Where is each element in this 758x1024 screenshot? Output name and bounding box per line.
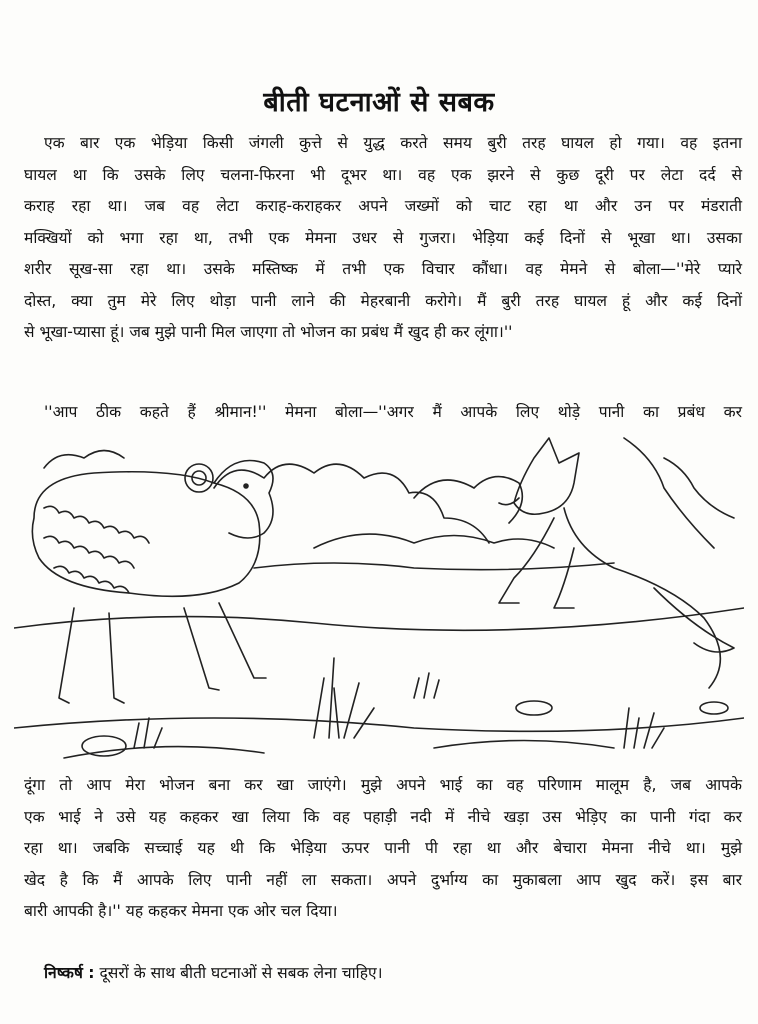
text-line: रहा था। जबकि सच्चाई यह थी कि भेड़िया ऊपर पानी पी रहा था और बेचारा मेमना नीचे था। मुझे	[24, 839, 742, 857]
grass	[414, 673, 439, 698]
text-line: से भूखा-प्यासा हूं। जब मुझे पानी मिल जाएगा तो भोजन का प्रबंध मैं खुद ही कर लूंगा।''	[24, 323, 513, 341]
moral-label: निष्कर्ष :	[44, 964, 95, 982]
text-line: बारी आपकी है।'' यह कहकर मेमना एक ओर चल दिया।	[24, 902, 338, 920]
hill	[314, 534, 554, 548]
paragraph-2	[24, 397, 742, 429]
text-line: ''आप ठीक कहते हैं श्रीमान!'' मेमना बोला—''अगर मैं आपके लिए थोड़े पानी का प्रबंध कर	[44, 403, 742, 421]
text-line: एक भाई ने उसे यह कहकर खा लिया कि वह पहाड़ी नदी में नीचे खड़ा उस भेड़िए का पानी गंदा कर	[24, 807, 742, 826]
rock	[82, 736, 126, 756]
illustration-wolf-and-lamb	[14, 428, 744, 768]
story-title: बीती घटनाओं से सबक	[263, 87, 495, 118]
text-line: मक्खियों को भगा रहा था, तभी एक मेमना उधर से गुजरा। भेड़िया कई दिनों से भूखा था। उसका	[24, 228, 742, 247]
text-line: खेद है कि मैं आपके लिए पानी नहीं ला सकता। अपने दुर्भाग्य का मुकाबला आप खुद करें। इस बार	[24, 870, 742, 889]
moral-line	[24, 958, 742, 990]
text-line: घायल था कि उसके लिए चलना-फिरना भी दूभर था। वह एक झरने से कुछ दूरी पर लेटा दर्द से	[24, 165, 742, 184]
moral	[24, 958, 742, 990]
paragraph-3	[24, 770, 742, 928]
text-line: एक बार एक भेड़िया किसी जंगली कुत्ते से युद्ध करते समय बुरी तरह घायल हो गया। वह इतना	[44, 134, 742, 152]
lamb	[32, 461, 273, 704]
text-line: दोस्त, क्या तुम मेरे लिए थोड़ा पानी लाने की मेहरबानी करोगे। मैं बुरी तरह घायल हूं और कई दिनों	[24, 291, 742, 310]
rock	[700, 702, 728, 714]
paragraph-1	[24, 128, 742, 349]
grass	[314, 658, 374, 738]
text-line: कराह रहा था। जब वह लेटा कराह-कराहकर अपने जख्मों को चाट रहा था और उन पर मंडराती	[24, 197, 742, 215]
hill	[254, 563, 614, 570]
cloud	[44, 451, 124, 469]
moral-text: दूसरों के साथ बीती घटनाओं से सबक लेना चाहिए।	[99, 964, 383, 982]
grass	[134, 718, 162, 748]
text-line: शरीर सूख-सा रहा था। उसके मस्तिष्क में तभी एक विचार कौंधा। वह मेमने से बोला—''मेरे प्यारे	[24, 260, 742, 278]
text-line: दूंगा तो आप मेरा भोजन बना कर खा जाएंगे। मुझे अपने भाई का वह परिणाम मालूम है, जब आपके	[24, 776, 742, 794]
cloud	[214, 464, 489, 543]
rock	[516, 701, 552, 715]
cloud	[414, 477, 522, 523]
wolf	[499, 438, 734, 688]
ground	[14, 608, 744, 630]
ground	[14, 718, 744, 731]
